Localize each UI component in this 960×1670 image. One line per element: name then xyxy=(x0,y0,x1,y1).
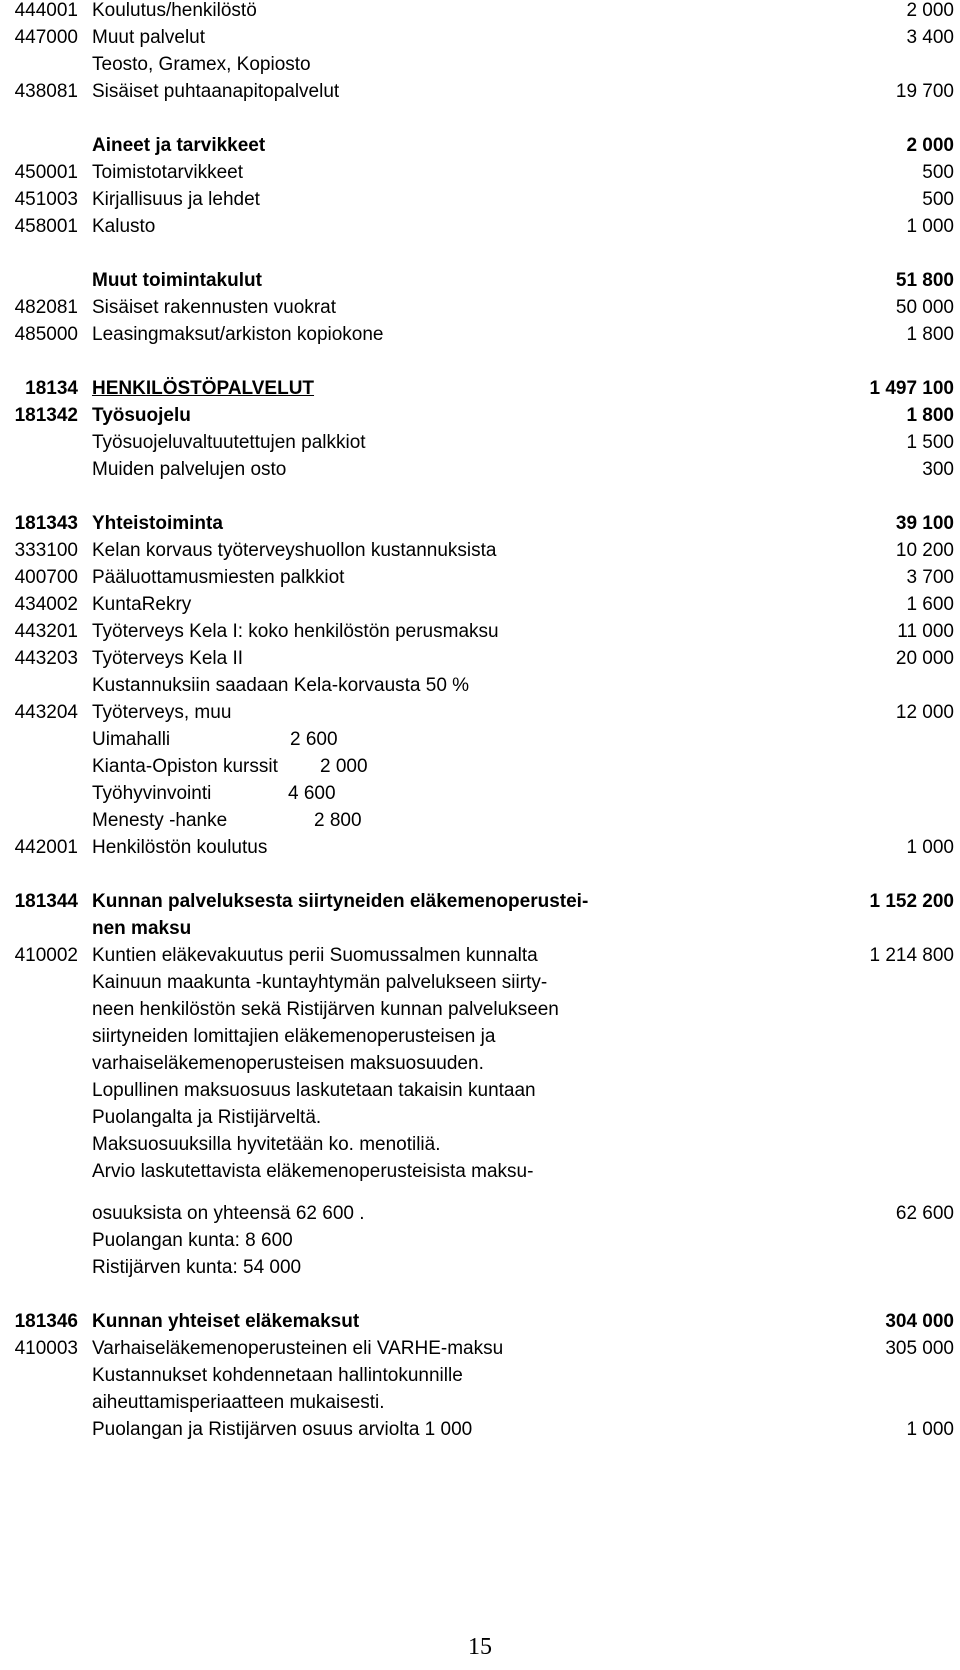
ledger-row xyxy=(0,0,960,25)
ledger-row xyxy=(0,213,960,241)
ledger-row xyxy=(0,1335,960,1363)
ledger-row xyxy=(0,1362,960,1390)
amount: 1 600 xyxy=(906,594,954,615)
account-label: Työsuojelu xyxy=(92,405,191,426)
account-label: Muut toimintakulut xyxy=(92,270,262,291)
account-label: Kuntien eläkevakuutus perii Suomussalmen kunnalta xyxy=(92,945,538,966)
ledger-row xyxy=(0,1308,960,1336)
account-label: Kalusto xyxy=(92,216,156,237)
ledger-row xyxy=(0,969,960,997)
account-label: Puolangalta ja Ristijärveltä. xyxy=(92,1107,322,1128)
amount: 51 800 xyxy=(895,270,954,291)
ledger-row xyxy=(0,807,960,835)
account-label: Työterveys Kela I: koko henkilöstön perusmaksu xyxy=(92,621,499,642)
amount: 1 214 800 xyxy=(869,945,954,966)
account-code: 438081 xyxy=(14,81,78,102)
account-label: nen maksu xyxy=(92,918,192,939)
account-label: Leasingmaksut/arkiston kopiokone xyxy=(92,324,384,345)
ledger-row xyxy=(0,1023,960,1051)
account-label: HENKILÖSTÖPALVELUT xyxy=(92,378,315,399)
amount: 300 xyxy=(922,459,954,480)
account-label: Henkilöstön koulutus xyxy=(92,837,268,858)
account-label: Muiden palvelujen osto xyxy=(92,459,287,480)
account-label: varhaiseläkemenoperusteisen maksuosuuden. xyxy=(92,1053,484,1074)
amount: 304 000 xyxy=(885,1311,954,1332)
ledger-row xyxy=(0,402,960,430)
amount: 500 xyxy=(922,189,954,210)
ledger-row xyxy=(0,159,960,187)
ledger-row xyxy=(0,1050,960,1078)
account-label: neen henkilöstön sekä Ristijärven kunnan palvelukseen xyxy=(92,999,559,1020)
account-code: 485000 xyxy=(14,324,78,345)
ledger-row xyxy=(0,51,960,79)
amount: 1 152 200 xyxy=(869,891,954,912)
ledger-row xyxy=(0,1389,960,1417)
ledger-row xyxy=(0,132,960,160)
account-label: Puolangan kunta: 8 600 xyxy=(92,1230,293,1251)
account-label: Kunnan palveluksesta siirtyneiden eläkemenoperustei- xyxy=(92,891,589,912)
account-label: Työterveys, muu xyxy=(92,702,232,723)
account-label: Työterveys Kela II xyxy=(92,648,244,669)
account-label: Muut palvelut xyxy=(92,27,206,48)
account-label: Kelan korvaus työterveyshuollon kustannuksista xyxy=(92,540,497,561)
extra-amount: 62 600 xyxy=(895,1203,954,1224)
account-label: Varhaiseläkemenoperusteinen eli VARHE-maksu xyxy=(92,1338,504,1359)
account-code: 443203 xyxy=(14,648,78,669)
account-code: 181344 xyxy=(14,891,78,912)
account-label: Kainuun maakunta -kuntayhtymän palvelukseen siirty- xyxy=(92,972,548,993)
account-label: Kunnan yhteiset eläkemaksut xyxy=(92,1311,360,1332)
amount: 50 000 xyxy=(895,297,954,318)
ledger-row xyxy=(0,645,960,673)
amount: 10 200 xyxy=(895,540,954,561)
amount: 20 000 xyxy=(895,648,954,669)
amount: 1 800 xyxy=(906,405,954,426)
account-label: Sisäiset rakennusten vuokrat xyxy=(92,297,336,318)
ledger-row xyxy=(0,726,960,754)
account-label: Kustannuksiin saadaan Kela-korvausta 50 % xyxy=(92,675,470,696)
ledger-row xyxy=(0,942,960,970)
sub-amount: 2 000 xyxy=(320,756,368,777)
ledger-row xyxy=(0,267,960,295)
ledger-row xyxy=(0,564,960,592)
account-code: 447000 xyxy=(14,27,78,48)
account-label: Lopullinen maksuosuus laskutetaan takaisin kuntaan xyxy=(92,1080,536,1101)
amount: 500 xyxy=(922,162,954,183)
account-label: Kianta-Opiston kurssit xyxy=(92,756,278,777)
ledger-row xyxy=(0,915,960,943)
account-code: 451003 xyxy=(14,189,78,210)
amount: 2 000 xyxy=(906,0,954,21)
ledger-row xyxy=(0,1158,960,1186)
page-number: 15 xyxy=(468,1634,492,1660)
amount: 1 000 xyxy=(906,837,954,858)
account-code: 444001 xyxy=(14,0,78,21)
ledger-row xyxy=(0,1200,960,1228)
ledger-row xyxy=(0,591,960,619)
amount: 1 800 xyxy=(906,324,954,345)
sub-amount: 2 800 xyxy=(314,810,362,831)
ledger-row xyxy=(0,1131,960,1159)
amount: 3 700 xyxy=(906,567,954,588)
ledger-row xyxy=(0,1104,960,1132)
account-label: Toimistotarvikkeet xyxy=(92,162,243,183)
account-code: 410003 xyxy=(14,1338,78,1359)
ledger-row xyxy=(0,888,960,916)
ledger-row xyxy=(0,1227,960,1255)
ledger-row xyxy=(0,321,960,349)
amount: 305 000 xyxy=(885,1338,954,1359)
account-label: siirtyneiden lomittajien eläkemenoperusteisen ja xyxy=(92,1026,496,1047)
amount: 1 497 100 xyxy=(869,378,954,399)
account-label: Sisäiset puhtaanapitopalvelut xyxy=(92,81,340,102)
ledger-row xyxy=(0,1254,960,1282)
account-code: 450001 xyxy=(14,162,78,183)
amount: 12 000 xyxy=(895,702,954,723)
ledger-row xyxy=(0,780,960,808)
account-code: 333100 xyxy=(14,540,78,561)
account-label: KuntaRekry xyxy=(92,594,192,615)
account-label: Työsuojeluvaltuutettujen palkkiot xyxy=(92,432,366,453)
account-label: Puolangan ja Ristijärven osuus arviolta 1 000 xyxy=(92,1419,473,1440)
account-code: 482081 xyxy=(14,297,78,318)
account-label: Koulutus/henkilöstö xyxy=(92,0,257,21)
amount: 3 400 xyxy=(906,27,954,48)
amount: 1 500 xyxy=(906,432,954,453)
ledger-row xyxy=(0,510,960,538)
ledger-row xyxy=(0,24,960,52)
account-label: Pääluottamusmiesten palkkiot xyxy=(92,567,345,588)
account-label: Teosto, Gramex, Kopiosto xyxy=(92,54,311,75)
account-code: 458001 xyxy=(14,216,78,237)
sub-amount: 4 600 xyxy=(288,783,336,804)
ledger-row xyxy=(0,753,960,781)
account-code: 434002 xyxy=(14,594,78,615)
account-label: Työhyvinvointi xyxy=(92,783,212,804)
account-label: aiheuttamisperiaatteen mukaisesti. xyxy=(92,1392,385,1413)
amount: 19 700 xyxy=(895,81,954,102)
ledger-row xyxy=(0,1077,960,1105)
ledger-row xyxy=(0,672,960,700)
account-label: Yhteistoiminta xyxy=(92,513,223,534)
amount: 1 000 xyxy=(906,216,954,237)
ledger-row xyxy=(0,618,960,646)
account-code: 18134 xyxy=(25,378,78,399)
account-code: 442001 xyxy=(14,837,78,858)
account-label: Menesty -hanke xyxy=(92,810,228,831)
ledger-row xyxy=(0,537,960,565)
account-label: Ristijärven kunta: 54 000 xyxy=(92,1257,302,1278)
ledger-row xyxy=(0,834,960,862)
account-label: Uimahalli xyxy=(92,729,171,750)
ledger-row xyxy=(0,186,960,214)
amount: 2 000 xyxy=(906,135,954,156)
account-code: 443204 xyxy=(14,702,78,723)
account-code: 400700 xyxy=(14,567,78,588)
ledger-row xyxy=(0,78,960,106)
account-label: osuuksista on yhteensä 62 600 . xyxy=(92,1203,365,1224)
ledger-row xyxy=(0,996,960,1024)
account-code: 443201 xyxy=(14,621,78,642)
account-label: Kustannukset kohdennetaan hallintokunnille xyxy=(92,1365,463,1386)
account-code: 181346 xyxy=(14,1311,78,1332)
account-label: Aineet ja tarvikkeet xyxy=(92,135,266,156)
account-code: 181342 xyxy=(14,405,78,426)
account-label: Kirjallisuus ja lehdet xyxy=(92,189,260,210)
ledger-row xyxy=(0,294,960,322)
ledger-row xyxy=(0,1416,960,1444)
ledger-row xyxy=(0,699,960,727)
ledger-row xyxy=(0,375,960,403)
amount: 39 100 xyxy=(895,513,954,534)
ledger-row xyxy=(0,429,960,457)
ledger-row xyxy=(0,456,960,484)
sub-amount: 2 600 xyxy=(290,729,338,750)
account-label: Maksuosuuksilla hyvitetään ko. menotiliä. xyxy=(92,1134,441,1155)
account-label: Arvio laskutettavista eläkemenoperusteisista maksu- xyxy=(92,1161,534,1182)
account-code: 181343 xyxy=(14,513,78,534)
account-code: 410002 xyxy=(14,945,78,966)
amount: 1 000 xyxy=(906,1419,954,1440)
amount: 11 000 xyxy=(897,621,954,642)
